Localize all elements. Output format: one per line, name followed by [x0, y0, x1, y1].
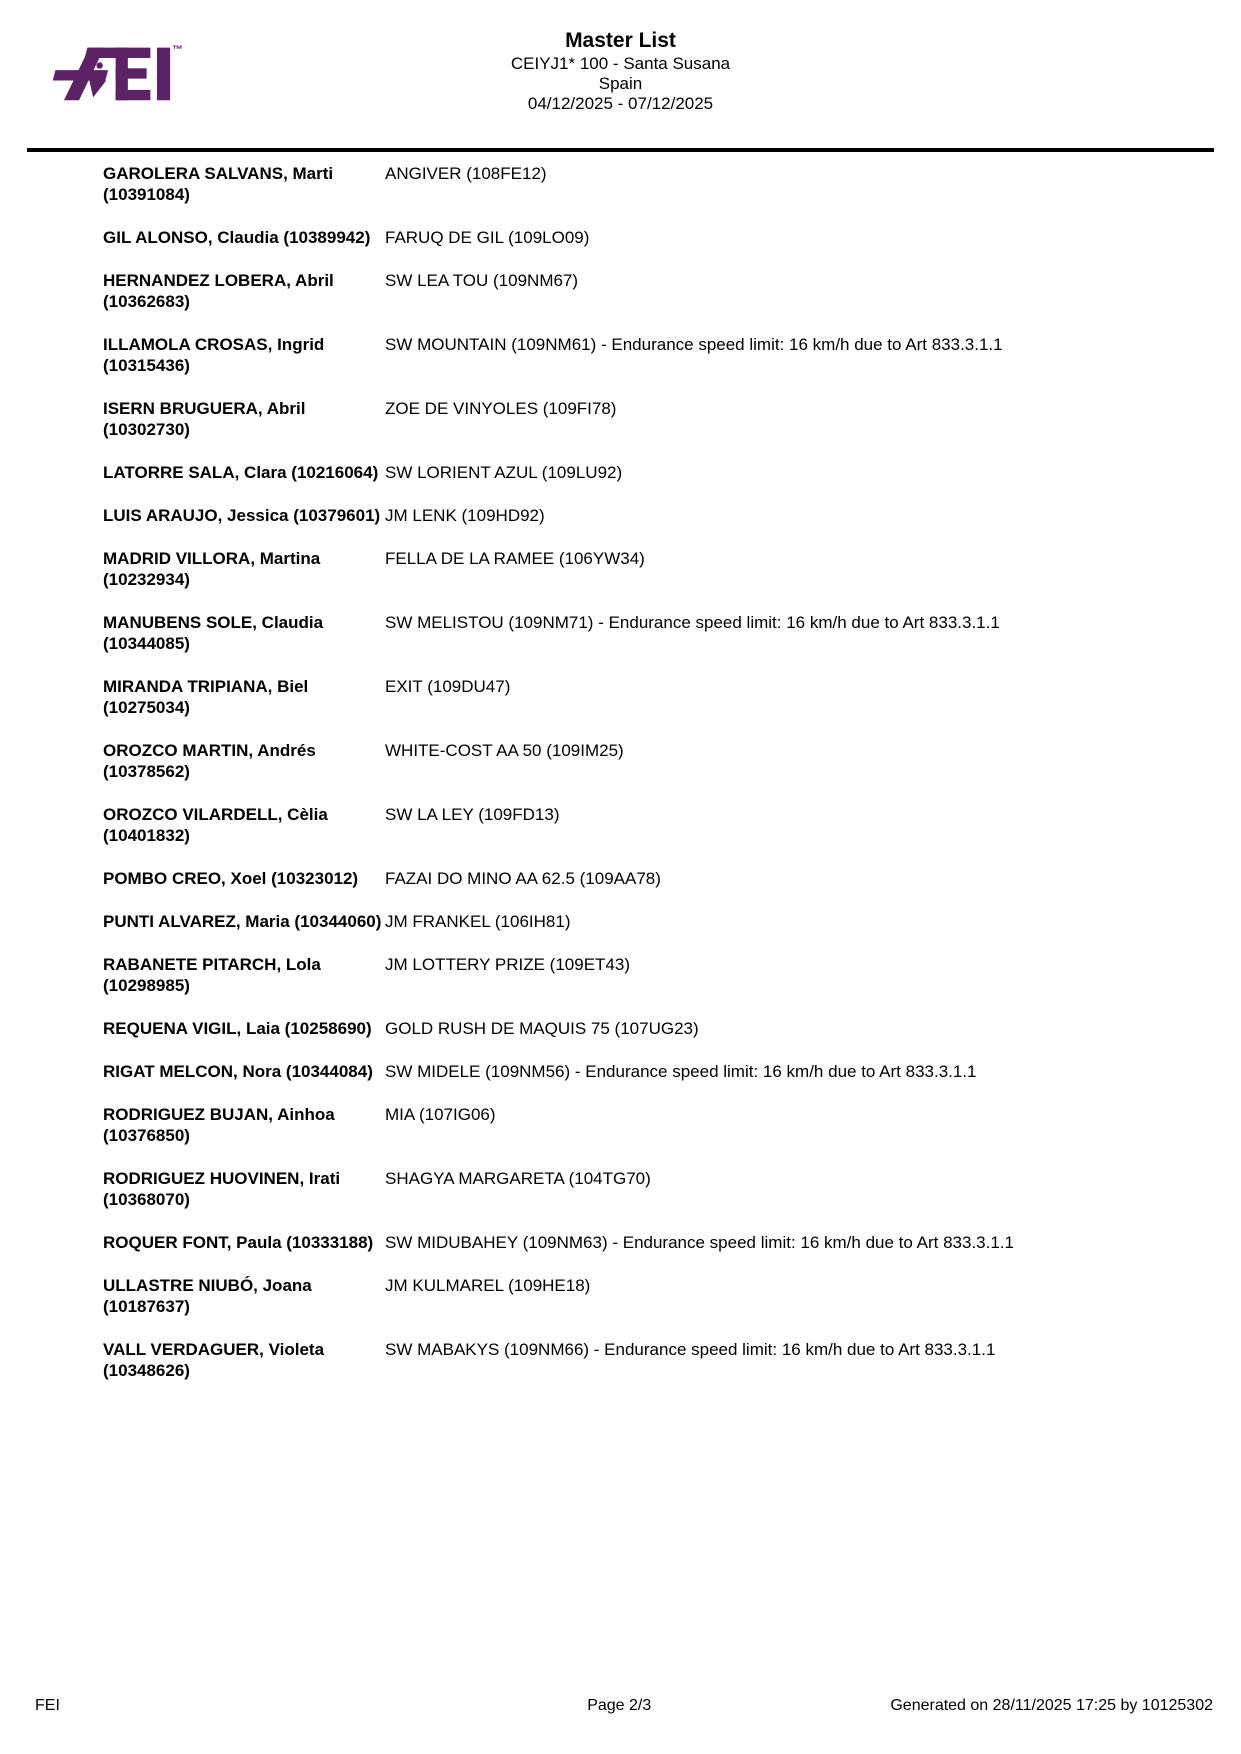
rider-name: [103, 954, 385, 1018]
generated-stamp: Generated on 28/11/2025 17:25 by 10125302: [890, 1697, 1213, 1714]
rider-name: [103, 270, 385, 334]
rider-name: [103, 505, 385, 548]
entry-row: [103, 911, 1215, 954]
horse-name: ZOE DE VINYOLES (109FI78): [385, 399, 617, 418]
rider-line: VALL VERDAGUER, Violeta: [103, 1340, 325, 1359]
entry-row: [103, 1061, 1215, 1104]
rider-line: POMBO CREO, Xoel (10323012): [103, 869, 359, 888]
entry-row: [103, 1232, 1215, 1275]
rider-line: (10348626): [103, 1361, 190, 1380]
rider-line: OROZCO VILARDELL, Cèlia: [103, 805, 328, 824]
rider-name: [103, 548, 385, 612]
entry-row: [103, 1339, 1215, 1403]
horse-name: JM FRANKEL (106IH81): [385, 912, 571, 931]
rider-line: REQUENA VIGIL, Laia (10258690): [103, 1019, 372, 1038]
rider-name: [103, 1018, 385, 1061]
rider-name: [103, 163, 385, 227]
rider-line: GIL ALONSO, Claudia (10389942): [103, 228, 371, 247]
rider-line: (10275034): [103, 698, 190, 717]
page-title: Master List: [565, 29, 676, 52]
rider-name: [103, 612, 385, 676]
rider-line: (10344085): [103, 634, 190, 653]
rider-name: [103, 804, 385, 868]
horse-name: SW MABAKYS (109NM66) - Endurance speed limit: 16 km/h due to Art 833.3.1.1: [385, 1340, 996, 1359]
entry-row: [103, 1168, 1215, 1232]
rider-line: (10391084): [103, 185, 190, 204]
horse-name: SW LEA TOU (109NM67): [385, 271, 579, 290]
rider-line: (10401832): [103, 826, 190, 845]
horse-name: ANGIVER (108FE12): [385, 164, 547, 183]
horse-name: JM LENK (109HD92): [385, 506, 545, 525]
entry-row: [103, 462, 1215, 505]
horse-name: WHITE-COST AA 50 (109IM25): [385, 741, 624, 760]
rider-name: [103, 1104, 385, 1168]
rider-line: ULLASTRE NIUBÓ, Joana: [103, 1276, 312, 1295]
horse-name: SW MIDUBAHEY (109NM63) - Endurance speed limit: 16 km/h due to Art 833.3.1.1: [385, 1233, 1014, 1252]
rider-line: GAROLERA SALVANS, Marti: [103, 164, 334, 183]
horse-name: JM LOTTERY PRIZE (109ET43): [385, 955, 630, 974]
page-footer: [0, 1697, 1241, 1719]
rider-line: (10315436): [103, 356, 190, 375]
rider-name: [103, 1232, 385, 1275]
rider-name: [103, 1061, 385, 1104]
horse-name: JM KULMAREL (109HE18): [385, 1276, 591, 1295]
rider-line: RODRIGUEZ HUOVINEN, Irati: [103, 1169, 341, 1188]
rider-line: RIGAT MELCON, Nora (10344084): [103, 1062, 373, 1081]
rider-name: [103, 398, 385, 462]
event-name: CEIYJ1* 100 - Santa Susana: [510, 54, 731, 73]
entry-row: [103, 334, 1215, 398]
horse-name: SW LORIENT AZUL (109LU92): [385, 463, 623, 482]
horse-name: FELLA DE LA RAMEE (106YW34): [385, 549, 645, 568]
horse-name: SW LA LEY (109FD13): [385, 805, 560, 824]
rider-name: [103, 868, 385, 911]
event-country: Spain: [598, 74, 643, 93]
rider-name: [103, 1275, 385, 1339]
rider-line: PUNTI ALVAREZ, Maria (10344060): [103, 912, 382, 931]
rider-line: MADRID VILLORA, Martina: [103, 549, 321, 568]
page-number: Page 2/3: [587, 1697, 652, 1714]
rider-line: (10376850): [103, 1126, 190, 1145]
rider-line: ROQUER FONT, Paula (10333188): [103, 1233, 374, 1252]
rider-name: [103, 1168, 385, 1232]
rider-line: (10298985): [103, 976, 190, 995]
entry-row: [103, 1018, 1215, 1061]
rider-line: OROZCO MARTIN, Andrés: [103, 741, 316, 760]
horse-name: GOLD RUSH DE MAQUIS 75 (107UG23): [385, 1019, 699, 1038]
rider-line: LUIS ARAUJO, Jessica (10379601): [103, 506, 381, 525]
entry-row: [103, 163, 1215, 227]
entries-body: [103, 163, 1215, 1403]
rider-line: MIRANDA TRIPIANA, Biel: [103, 677, 309, 696]
entry-row: [103, 954, 1215, 1018]
entry-row: [103, 804, 1215, 868]
horse-name: SW MIDELE (109NM56) - Endurance speed limit: 16 km/h due to Art 833.3.1.1: [385, 1062, 977, 1081]
rider-line: ISERN BRUGUERA, Abril: [103, 399, 306, 418]
entry-row: [103, 1275, 1215, 1339]
header-divider: [27, 148, 1214, 152]
entry-row: [103, 676, 1215, 740]
horse-name: SHAGYA MARGARETA (104TG70): [385, 1169, 651, 1188]
footer-org: FEI: [35, 1697, 60, 1714]
rider-line: RABANETE PITARCH, Lola: [103, 955, 321, 974]
entries-table: [103, 163, 1215, 1403]
rider-line: (10362683): [103, 292, 190, 311]
entry-row: [103, 227, 1215, 270]
horse-name: SW MOUNTAIN (109NM61) - Endurance speed limit: 16 km/h due to Art 833.3.1.1: [385, 335, 1003, 354]
entry-row: [103, 505, 1215, 548]
rider-line: MANUBENS SOLE, Claudia: [103, 613, 324, 632]
rider-name: [103, 334, 385, 398]
entry-row: [103, 270, 1215, 334]
entry-row: [103, 868, 1215, 911]
entry-row: [103, 398, 1215, 462]
rider-name: [103, 1339, 385, 1403]
horse-name: FAZAI DO MINO AA 62.5 (109AA78): [385, 869, 661, 888]
rider-line: (10232934): [103, 570, 190, 589]
rider-name: [103, 676, 385, 740]
rider-line: ILLAMOLA CROSAS, Ingrid: [103, 335, 325, 354]
rider-line: RODRIGUEZ BUJAN, Ainhoa: [103, 1105, 335, 1124]
rider-line: LATORRE SALA, Clara (10216064): [103, 463, 379, 482]
header: [0, 28, 1241, 114]
horse-name: FARUQ DE GIL (109LO09): [385, 228, 590, 247]
horse-name: MIA (107IG06): [385, 1105, 496, 1124]
horse-name: SW MELISTOU (109NM71) - Endurance speed limit: 16 km/h due to Art 833.3.1.1: [385, 613, 1000, 632]
rider-line: (10302730): [103, 420, 190, 439]
rider-line: (10368070): [103, 1190, 190, 1209]
event-dates: 04/12/2025 - 07/12/2025: [527, 94, 714, 113]
rider-name: [103, 740, 385, 804]
rider-name: [103, 911, 385, 954]
rider-line: (10187637): [103, 1297, 190, 1316]
rider-name: [103, 227, 385, 270]
trademark-symbol: ™: [172, 44, 183, 56]
rider-line: (10378562): [103, 762, 190, 781]
entry-row: [103, 740, 1215, 804]
entry-row: [103, 548, 1215, 612]
rider-line: HERNANDEZ LOBERA, Abril: [103, 271, 334, 290]
horse-name: EXIT (109DU47): [385, 677, 511, 696]
entry-row: [103, 1104, 1215, 1168]
entry-row: [103, 612, 1215, 676]
rider-name: [103, 462, 385, 505]
